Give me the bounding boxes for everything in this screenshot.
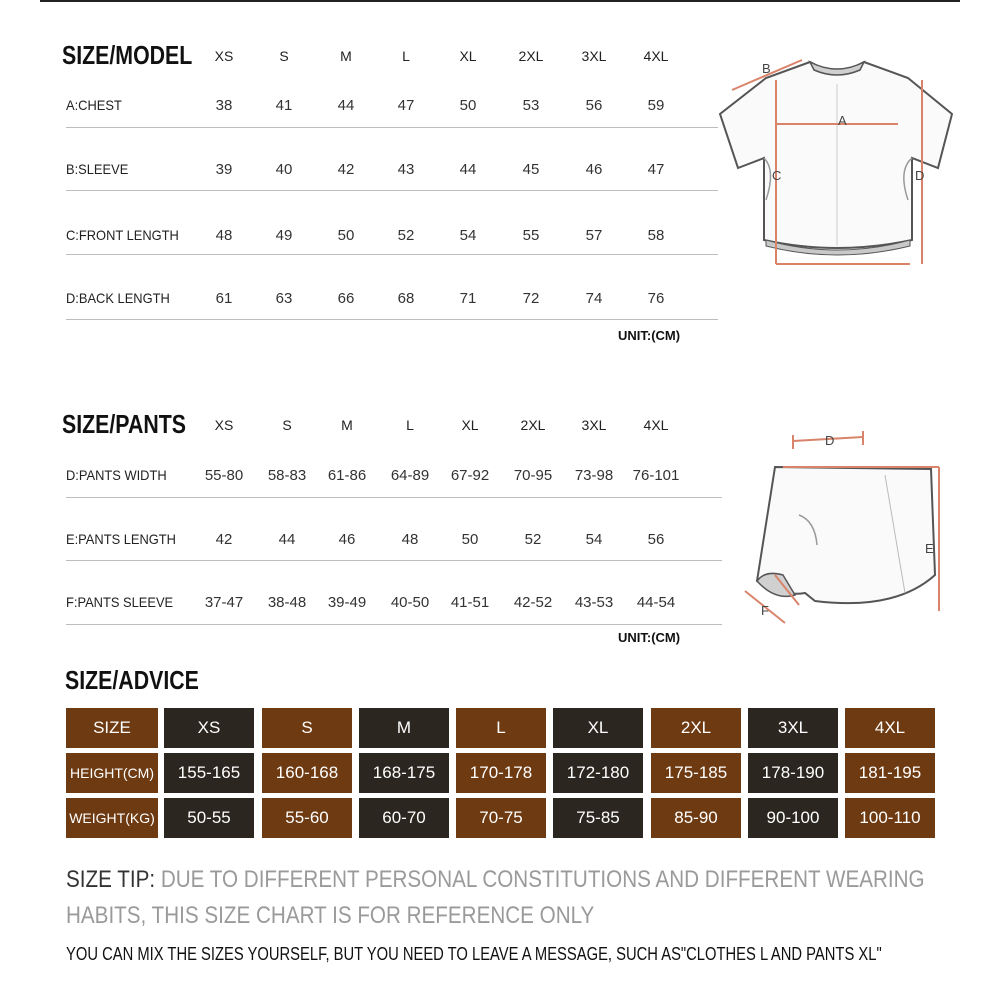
table-cell: 41-51 [450, 594, 490, 611]
advice-height-cell: 172-180 [553, 753, 643, 793]
label-a: A [838, 113, 847, 128]
table-cell: 42 [337, 161, 355, 178]
size-header: XL [459, 48, 477, 64]
advice-header-cell: S [262, 708, 352, 748]
table-cell: 46 [585, 161, 603, 178]
advice-weight-cell: 100-110 [845, 798, 935, 838]
shorts-icon [757, 467, 935, 603]
row-label: E:PANTS LENGTH [66, 531, 176, 547]
label-d: D [915, 168, 925, 183]
advice-header-cell: 3XL [748, 708, 838, 748]
advice-weight-cell: 50-55 [164, 798, 254, 838]
row-label: D:PANTS WIDTH [66, 467, 167, 483]
advice-header-cell: M [359, 708, 449, 748]
table-cell: 41 [275, 97, 293, 114]
row-divider [66, 624, 722, 625]
size-header: 2XL [520, 417, 546, 433]
table-cell: 44 [459, 161, 477, 178]
row-label: B:SLEEVE [66, 161, 129, 177]
size-header: S [282, 417, 292, 433]
model-title: SIZE/MODEL [62, 40, 193, 70]
size-header: M [340, 48, 352, 64]
table-cell: 58-83 [267, 467, 307, 484]
table-cell: 47 [397, 97, 415, 114]
table-cell: 40-50 [390, 594, 430, 611]
table-cell: 59 [647, 97, 665, 114]
advice-header-cell: XL [553, 708, 643, 748]
size-header: XL [461, 417, 479, 433]
size-header: M [341, 417, 353, 433]
advice-height-cell: 181-195 [845, 753, 935, 793]
row-divider [66, 497, 722, 498]
size-header: L [402, 48, 410, 64]
table-cell: 76 [647, 290, 665, 307]
label-c: C [772, 168, 782, 183]
table-cell: 56 [585, 97, 603, 114]
pants-unit: UNIT:(CM) [618, 630, 681, 645]
row-label: D:BACK LENGTH [66, 290, 170, 306]
table-cell: 48 [215, 227, 233, 244]
advice-height-cell: HEIGHT(CM) [66, 753, 158, 793]
table-cell: 58 [647, 227, 665, 244]
advice-weight-cell: 85-90 [651, 798, 741, 838]
table-cell: 49 [275, 227, 293, 244]
table-cell: 54 [459, 227, 477, 244]
row-divider [66, 127, 718, 128]
row-divider [66, 190, 718, 191]
table-cell: 40 [275, 161, 293, 178]
row-divider [66, 254, 718, 255]
size-header: 3XL [581, 417, 607, 433]
table-cell: 71 [459, 290, 477, 307]
table-cell: 48 [401, 531, 419, 548]
advice-title: SIZE/ADVICE [65, 665, 199, 695]
table-cell: 47 [647, 161, 665, 178]
advice-weight-cell: 60-70 [359, 798, 449, 838]
jersey-diagram [712, 50, 962, 270]
table-cell: 50 [461, 531, 479, 548]
table-cell: 55 [522, 227, 540, 244]
table-cell: 43 [397, 161, 415, 178]
table-cell: 46 [338, 531, 356, 548]
table-cell: 55-80 [204, 467, 244, 484]
table-cell: 37-47 [204, 594, 244, 611]
table-cell: 72 [522, 290, 540, 307]
size-tip-text1: DUE TO DIFFERENT PERSONAL CONSTITUTIONS AND DIFFERENT WEARING [155, 866, 925, 893]
advice-header-cell: 2XL [651, 708, 741, 748]
advice-weight-cell: 75-85 [553, 798, 643, 838]
advice-weight-cell: 70-75 [456, 798, 546, 838]
size-header: 4XL [643, 417, 669, 433]
table-cell: 67-92 [450, 467, 490, 484]
advice-header-cell: SIZE [66, 708, 158, 748]
table-cell: 68 [397, 290, 415, 307]
advice-weight-cell: WEIGHT(KG) [66, 798, 158, 838]
table-cell: 70-95 [513, 467, 553, 484]
table-cell: 61-86 [327, 467, 367, 484]
table-cell: 42 [215, 531, 233, 548]
table-cell: 74 [585, 290, 603, 307]
table-cell: 50 [459, 97, 477, 114]
size-header: S [279, 48, 289, 64]
table-cell: 44-54 [636, 594, 676, 611]
advice-height-cell: 168-175 [359, 753, 449, 793]
table-cell: 38-48 [267, 594, 307, 611]
table-cell: 52 [524, 531, 542, 548]
row-label: A:CHEST [66, 97, 122, 113]
jersey-icon [720, 62, 952, 255]
advice-header-cell: 4XL [845, 708, 935, 748]
table-cell: 53 [522, 97, 540, 114]
table-cell: 63 [275, 290, 293, 307]
table-cell: 43-53 [574, 594, 614, 611]
row-label: F:PANTS SLEEVE [66, 594, 174, 610]
size-header: XS [214, 417, 234, 433]
table-cell: 54 [585, 531, 603, 548]
table-cell: 61 [215, 290, 233, 307]
advice-weight-cell: 90-100 [748, 798, 838, 838]
advice-weight-cell: 55-60 [262, 798, 352, 838]
label-e: E [925, 541, 934, 556]
advice-height-cell: 175-185 [651, 753, 741, 793]
table-cell: 56 [647, 531, 665, 548]
size-header: XS [214, 48, 234, 64]
label-b: B [762, 61, 771, 76]
table-cell: 39 [215, 161, 233, 178]
advice-header-cell: XS [164, 708, 254, 748]
table-cell: 64-89 [390, 467, 430, 484]
size-tip-lead: SIZE TIP: [66, 866, 156, 893]
table-cell: 39-49 [327, 594, 367, 611]
table-cell: 73-98 [574, 467, 614, 484]
advice-height-cell: 178-190 [748, 753, 838, 793]
size-header: 3XL [581, 48, 607, 64]
table-cell: 42-52 [513, 594, 553, 611]
top-divider [40, 0, 960, 2]
row-label: C:FRONT LENGTH [66, 227, 179, 243]
table-cell: 66 [337, 290, 355, 307]
table-cell: 52 [397, 227, 415, 244]
label-d: D [825, 433, 835, 448]
advice-height-cell: 155-165 [164, 753, 254, 793]
advice-height-cell: 160-168 [262, 753, 352, 793]
size-header: L [406, 417, 414, 433]
shorts-diagram [735, 425, 950, 625]
table-cell: 44 [337, 97, 355, 114]
pants-title: SIZE/PANTS [62, 409, 186, 439]
row-divider [66, 319, 718, 320]
size-tip-line2: HABITS, THIS SIZE CHART IS FOR REFERENCE ONLY [66, 902, 595, 929]
table-cell: 57 [585, 227, 603, 244]
size-tip-line1 [66, 866, 925, 894]
advice-header-cell: L [456, 708, 546, 748]
size-header: 4XL [643, 48, 669, 64]
size-tip-line3: YOU CAN MIX THE SIZES YOURSELF, BUT YOU NEED TO LEAVE A MESSAGE, SUCH AS"CLOTHES L AND PANTS XL" [66, 944, 882, 964]
table-cell: 38 [215, 97, 233, 114]
label-f: F [761, 603, 769, 618]
model-unit: UNIT:(CM) [618, 328, 681, 343]
table-cell: 45 [522, 161, 540, 178]
table-cell: 50 [337, 227, 355, 244]
table-cell: 76-101 [632, 467, 680, 484]
advice-height-cell: 170-178 [456, 753, 546, 793]
row-divider [66, 560, 722, 561]
table-cell: 44 [278, 531, 296, 548]
size-header: 2XL [518, 48, 544, 64]
